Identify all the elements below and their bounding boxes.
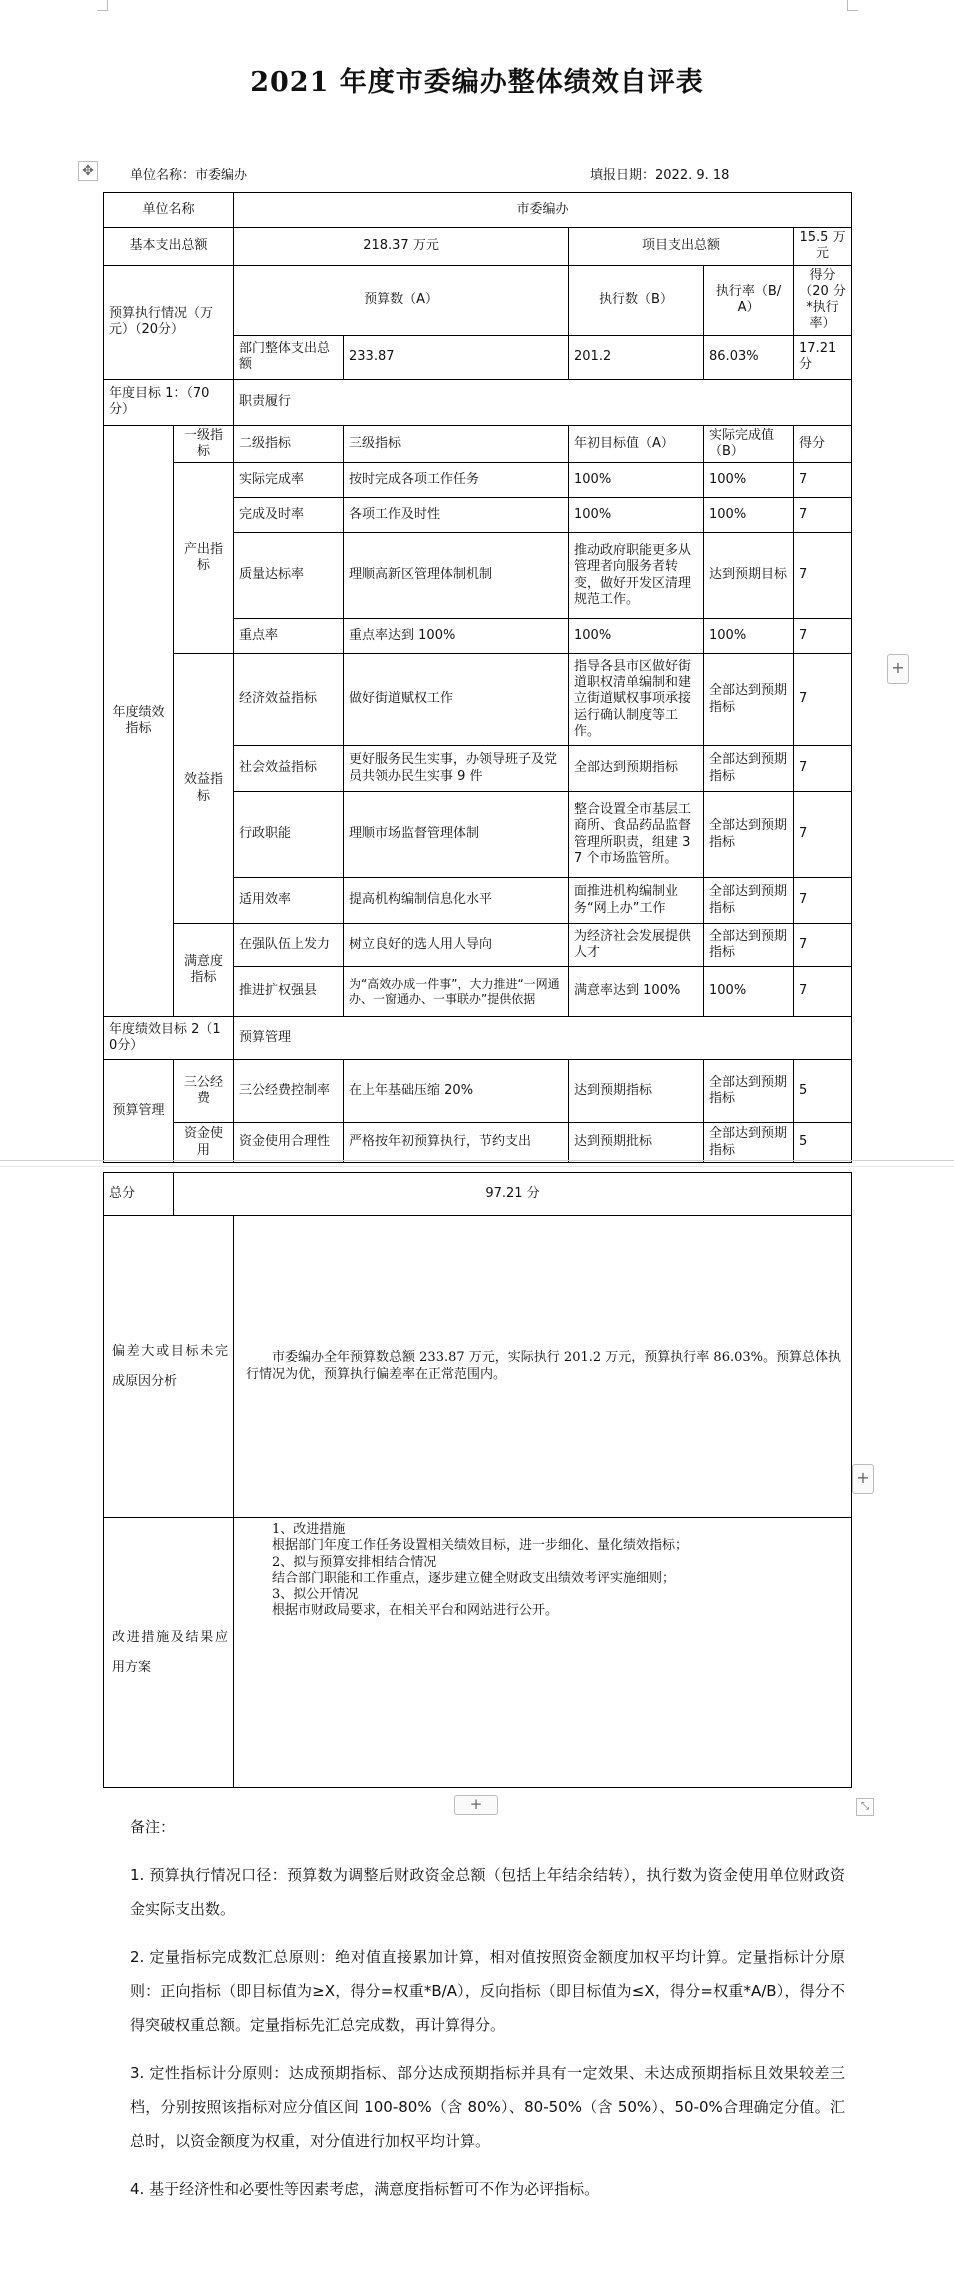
basic-expense-value: 218.37 万元 — [234, 228, 569, 266]
indicator-score: 7 — [794, 498, 852, 533]
indicator-score: 7 — [794, 619, 852, 654]
indicator-target: 100% — [569, 463, 704, 498]
budget-score-value: 17.21 分 — [794, 335, 852, 379]
indicator-score: 7 — [794, 924, 852, 967]
budget-a-value: 233.87 — [344, 335, 569, 379]
indicator-level2: 社会效益指标 — [234, 746, 344, 792]
indicator-target: 全部达到预期指标 — [569, 746, 704, 792]
header-actual: 实际完成值（B） — [704, 425, 794, 463]
indicator-level2: 适用效率 — [234, 878, 344, 924]
header-score: 得分 — [794, 425, 852, 463]
indicator-level3: 为“高效办成一件事”，大力推进“一网通办、一窗通办、一事联办”提供依据 — [344, 967, 569, 1017]
project-expense-value: 15.5 万元 — [794, 228, 852, 266]
indicator-level3: 在上年基础压缩 20% — [344, 1060, 569, 1123]
annual-indicators-label: 年度绩效指标 — [104, 425, 174, 1017]
improvement-plan-label: 改进措施及结果应用方案 — [104, 1518, 234, 1788]
goal1-value: 职责履行 — [234, 379, 852, 425]
indicator-score: 5 — [794, 1123, 852, 1163]
goal2-value: 预算管理 — [234, 1017, 852, 1060]
header-level1: 一级指标 — [174, 425, 234, 463]
fill-date-meta: 填报日期：2022. 9. 18 — [590, 168, 730, 183]
improvement-line: 结合部门职能和工作重点，逐步建立健全财政支出绩效考评实施细则； — [272, 1570, 676, 1586]
indicator-level2: 实际完成率 — [234, 463, 344, 498]
indicator-score: 7 — [794, 654, 852, 746]
budget-management-label: 预算管理 — [104, 1060, 174, 1163]
notes-section — [130, 1810, 845, 2220]
improvement-plan-content — [234, 1518, 852, 1788]
deviation-analysis-text: 市委编办全年预算数总额 233.87 万元，实际执行 201.2 万元，预算执行率 86.03%。预算总体执行情况为优，预算执行偏差率在正常范围内。 — [234, 1216, 852, 1518]
indicator-score: 5 — [794, 1060, 852, 1123]
indicator-level3: 提高机构编制信息化水平 — [344, 878, 569, 924]
indicator-target: 100% — [569, 619, 704, 654]
unit-name-value: 市委编办 — [234, 193, 852, 228]
basic-expense-label: 基本支出总额 — [104, 228, 234, 266]
satisfaction-indicator-label: 满意度指标 — [174, 924, 234, 1017]
page-corner-mark — [97, 0, 108, 11]
indicator-target: 面推进机构编制业务“网上办”工作 — [569, 878, 704, 924]
indicator-level3: 各项工作及时性 — [344, 498, 569, 533]
indicator-level2: 完成及时率 — [234, 498, 344, 533]
indicator-level3: 重点率达到 100% — [344, 619, 569, 654]
indicator-level3: 严格按年初预算执行，节约支出 — [344, 1123, 569, 1163]
indicator-actual: 100% — [704, 498, 794, 533]
indicator-level2: 重点率 — [234, 619, 344, 654]
indicator-level2: 在强队伍上发力 — [234, 924, 344, 967]
budget-col-score: 得分（20 分*执行率） — [794, 265, 852, 335]
indicator-actual: 全部达到预期指标 — [704, 654, 794, 746]
indicator-level3: 更好服务民生实事，办领导班子及党员共领办民生实事 9 件 — [344, 746, 569, 792]
indicator-score: 7 — [794, 792, 852, 878]
indicator-actual: 全部达到预期指标 — [704, 1060, 794, 1123]
page-break-line — [0, 1166, 954, 1167]
improvement-line: 根据市财政局要求，在相关平台和网站进行公开。 — [272, 1603, 559, 1619]
indicator-actual: 全部达到预期指标 — [704, 1123, 794, 1163]
indicator-level1: 资金使用 — [174, 1123, 234, 1163]
budget-execution-label: 预算执行情况（万元）（20分） — [104, 265, 234, 379]
table-resize-icon[interactable]: ⤡ — [856, 1798, 874, 1816]
header-level3: 三级指标 — [344, 425, 569, 463]
evaluation-table-part1 — [103, 192, 852, 1163]
table-move-handle-icon[interactable]: ✥ — [78, 161, 98, 181]
indicator-level2: 推进扩权强县 — [234, 967, 344, 1017]
document-title: 2021 年度市委编办整体绩效自评表 — [250, 67, 704, 98]
indicator-score: 7 — [794, 967, 852, 1017]
add-row-plus-icon[interactable]: + — [454, 1795, 498, 1815]
total-score-value: 97.21 分 — [174, 1173, 852, 1216]
improvement-line: 根据部门年度工作任务设置相关绩效目标，进一步细化、量化绩效指标； — [272, 1538, 689, 1554]
budget-col-rate: 执行率（B/A） — [704, 265, 794, 335]
indicator-level3: 理顺市场监督管理体制 — [344, 792, 569, 878]
indicator-level3: 做好街道赋权工作 — [344, 654, 569, 746]
indicator-target: 达到预期批标 — [569, 1123, 704, 1163]
note-item: 2. 定量指标完成数汇总原则：绝对值直接累加计算，相对值按照资金额度加权平均计算。定量指标计分原则：正向指标（即目标值为≥X，得分=权重*B/A），反向指标（即目标值为≤X，得分=权重*A/B），得分不得突破权重总额。定量指标先汇总完成数，再计算得分。 — [130, 1948, 845, 2034]
indicator-level1: 三公经费 — [174, 1060, 234, 1123]
indicator-score: 7 — [794, 746, 852, 792]
indicator-target: 推动政府职能更多从管理者向服务者转变，做好开发区清理规范工作。 — [569, 533, 704, 619]
indicator-score: 7 — [794, 463, 852, 498]
indicator-level2: 质量达标率 — [234, 533, 344, 619]
indicator-target: 指导各县市区做好街道职权清单编制和建立街道赋权事项承接运行确认制度等工作。 — [569, 654, 704, 746]
note-item: 1. 预算执行情况口径：预算数为调整后财政资金总额（包括上年结余结转），执行数为资金使用单位财政资金实际支出数。 — [130, 1866, 845, 1918]
note-item: 3. 定性指标计分原则：达成预期指标、部分达成预期指标并具有一定效果、未达成预期指标且效果较差三档，分别按照该指标对应分值区间 100-80%（含 80%）、80-50%（含 50%）、50-0%合理确定分值。汇总时，以资金额度为权重，对分值进行加权平均计算。 — [130, 2064, 845, 2150]
indicator-score: 7 — [794, 878, 852, 924]
page-corner-mark — [847, 0, 858, 11]
indicator-target: 100% — [569, 498, 704, 533]
budget-col-a: 预算数（A） — [234, 265, 569, 335]
total-score-label: 总分 — [104, 1173, 174, 1216]
add-column-plus-icon[interactable]: + — [852, 1464, 874, 1494]
add-column-plus-icon[interactable]: + — [887, 654, 909, 684]
improvement-line: 1、改进措施 — [272, 1522, 346, 1537]
budget-row-label: 部门整体支出总额 — [234, 335, 344, 379]
indicator-level2: 资金使用合理性 — [234, 1123, 344, 1163]
page-break-line — [0, 1160, 954, 1161]
note-item: 4. 基于经济性和必要性等因素考虑，满意度指标暂可不作为必评指标。 — [130, 2180, 600, 2198]
output-indicator-label: 产出指标 — [174, 463, 234, 654]
indicator-level2: 三公经费控制率 — [234, 1060, 344, 1123]
project-expense-label: 项目支出总额 — [569, 228, 794, 266]
goal2-label: 年度绩效目标 2（10分） — [104, 1017, 234, 1060]
improvement-line: 3、拟公开情况 — [272, 1587, 359, 1602]
header-target: 年初目标值（A） — [569, 425, 704, 463]
indicator-score: 7 — [794, 533, 852, 619]
header-level2: 二级指标 — [234, 425, 344, 463]
notes-heading: 备注： — [130, 1818, 176, 1836]
indicator-target: 为经济社会发展提供人才 — [569, 924, 704, 967]
goal1-label: 年度目标 1：（70 分） — [104, 379, 234, 425]
budget-col-b: 执行数（B） — [569, 265, 704, 335]
indicator-level3: 理顺高新区管理体制机制 — [344, 533, 569, 619]
budget-b-value: 201.2 — [569, 335, 704, 379]
indicator-actual: 100% — [704, 463, 794, 498]
budget-rate-value: 86.03% — [704, 335, 794, 379]
improvement-line: 2、拟与预算安排相结合情况 — [272, 1554, 437, 1570]
unit-name-label: 单位名称 — [104, 193, 234, 228]
indicator-actual: 100% — [704, 619, 794, 654]
deviation-analysis-label: 偏差大或目标未完成原因分析 — [104, 1216, 234, 1518]
indicator-actual: 100% — [704, 967, 794, 1017]
indicator-actual: 全部达到预期指标 — [704, 924, 794, 967]
unit-name-meta: 单位名称：市委编办 — [130, 168, 248, 183]
indicator-actual: 全部达到预期指标 — [704, 792, 794, 878]
indicator-level3: 树立良好的选人用人导向 — [344, 924, 569, 967]
indicator-actual: 达到预期目标 — [704, 533, 794, 619]
indicator-target: 整合设置全市基层工商所、食品药品监督管理所职责，组建 37 个市场监管所。 — [569, 792, 704, 878]
indicator-level2: 经济效益指标 — [234, 654, 344, 746]
evaluation-table-part2 — [103, 1172, 852, 1788]
indicator-level2: 行政职能 — [234, 792, 344, 878]
indicator-actual: 全部达到预期指标 — [704, 746, 794, 792]
indicator-level3: 按时完成各项工作任务 — [344, 463, 569, 498]
indicator-actual: 全部达到预期指标 — [704, 878, 794, 924]
indicator-target: 达到预期指标 — [569, 1060, 704, 1123]
effect-indicator-label: 效益指标 — [174, 654, 234, 924]
indicator-target: 满意率达到 100% — [569, 967, 704, 1017]
